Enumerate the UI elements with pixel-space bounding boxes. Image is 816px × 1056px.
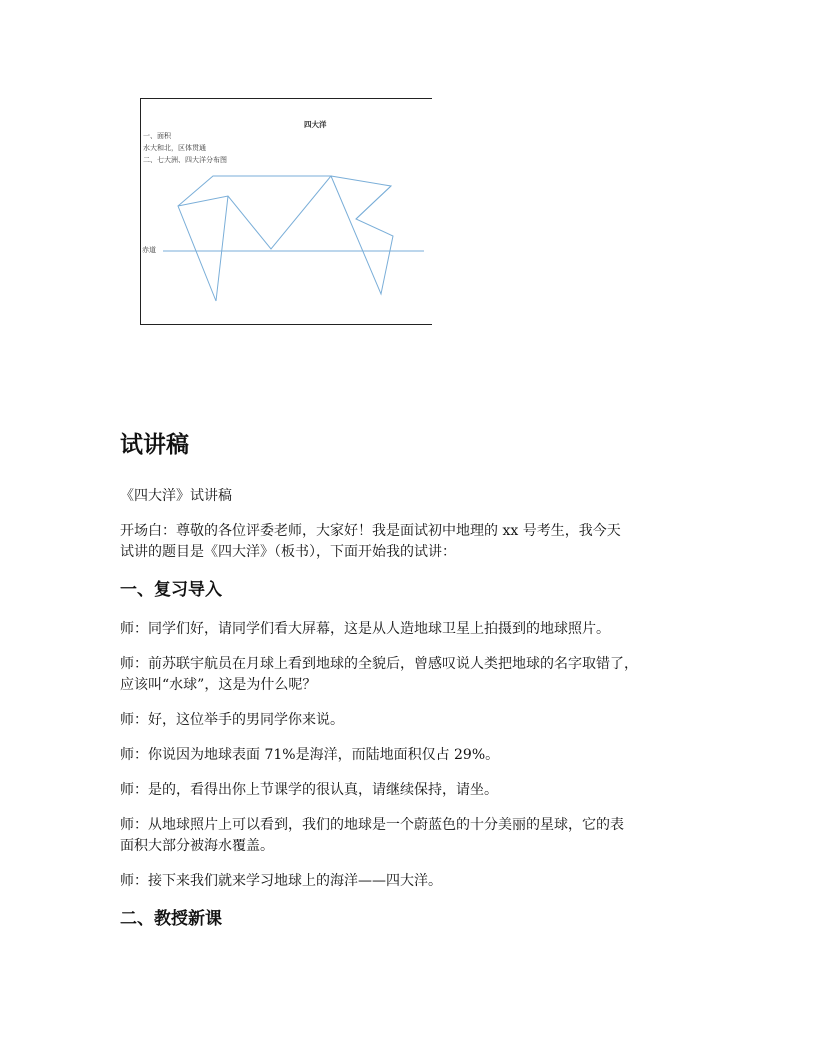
section-heading-review: 一、复习导入 [120,580,222,600]
board-line-area: 一、面积 [143,132,171,140]
paragraph-7: 师：接下来我们就来学习地球上的海洋——四大洋。 [120,873,442,889]
paragraph-4: 师：你说因为地球表面 71%是海洋，而陆地面积仅占 29%。 [120,747,500,763]
board-line-connection: 水大和北，区体贯通 [143,144,206,152]
paragraph-2 [120,654,710,696]
paragraph-2-line-1: 师：前苏联宇航员在月球上看到地球的全貌后，曾感叹说人类把地球的名字取错了， [120,656,638,672]
doc-subtitle: 《四大洋》试讲稿 [120,488,232,504]
paragraph-1: 师：同学们好，请同学们看大屏幕，这是从人造地球卫星上拍摄到的地球照片。 [120,621,610,637]
opening-line-1: 开场白：尊敬的各位评委老师，大家好！我是面试初中地理的 xx 号考生，我今天 [120,523,621,539]
paragraph-3: 师：好，这位举手的男同学你来说。 [120,712,344,728]
opening-paragraph [120,521,710,563]
paragraph-2-line-2: 应该叫“水球”，这是为什么呢？ [120,677,317,693]
section-heading-teaching: 二、教授新课 [120,909,222,929]
america-outline [178,176,331,301]
paragraph-6 [120,815,710,857]
blackboard-sketch [140,98,432,325]
equator-label: 赤道 [142,246,156,254]
board-line-distribution: 二、七大洲、四大洋分布图 [143,156,227,164]
paragraph-5: 师：是的，看得出你上节课学的很认真，请继续保持，请坐。 [120,782,498,798]
africa-outline [331,176,393,294]
paragraph-6-line-1: 师：从地球照片上可以看到，我们的地球是一个蔚蓝色的十分美丽的星球，它的表 [120,817,624,833]
continent-sketch [141,99,433,326]
africa-coast [356,186,391,219]
board-title: 四大洋 [304,120,327,129]
paragraph-6-line-2: 面积大部分被海水覆盖。 [120,838,274,854]
doc-title: 试讲稿 [120,432,189,458]
opening-line-2: 试讲的题目是《四大洋》（板书），下面开始我的试讲： [120,544,456,560]
document-body [120,428,710,948]
